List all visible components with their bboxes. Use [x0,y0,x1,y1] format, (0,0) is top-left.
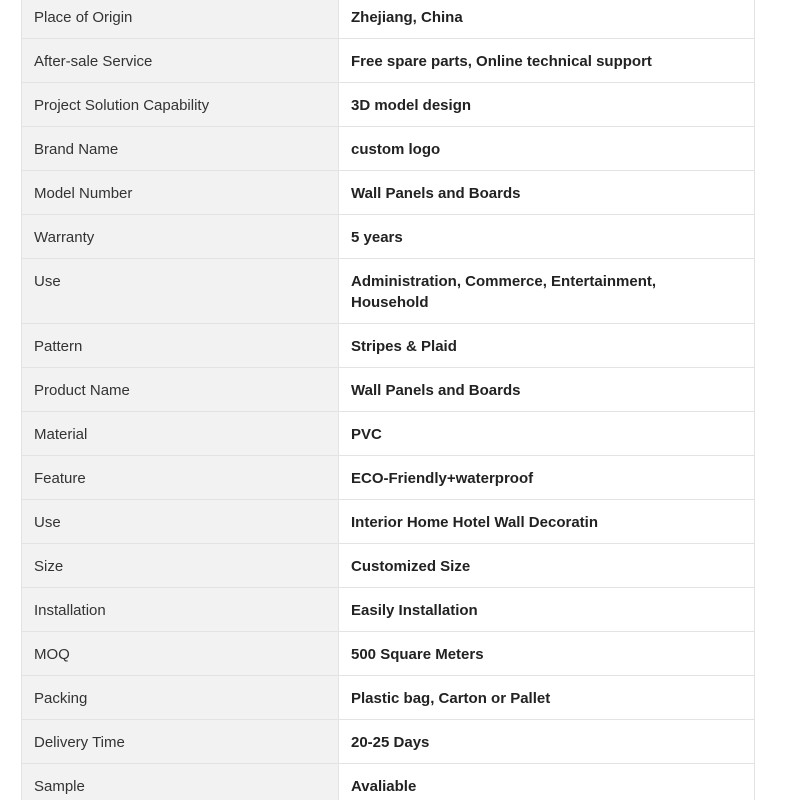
table-row [22,412,755,456]
spec-label: Use [22,259,339,324]
spec-value: Easily Installation [339,588,755,632]
spec-value: 20-25 Days [339,720,755,764]
table-row [22,39,755,83]
spec-label: Material [22,412,339,456]
table-row [22,632,755,676]
table-row [22,588,755,632]
table-row [22,324,755,368]
table-row [22,764,755,800]
spec-value: Zhejiang, China [339,0,755,39]
table-row [22,500,755,544]
spec-label: Model Number [22,171,339,215]
spec-value: 500 Square Meters [339,632,755,676]
spec-value: Wall Panels and Boards [339,368,755,412]
spec-value: Free spare parts, Online technical support [339,39,755,83]
table-row [22,0,755,39]
table-row [22,215,755,259]
table-row [22,259,755,324]
spec-value: Stripes & Plaid [339,324,755,368]
spec-value: 5 years [339,215,755,259]
spec-label: Product Name [22,368,339,412]
spec-value: Interior Home Hotel Wall Decoratin [339,500,755,544]
table-row [22,720,755,764]
spec-value: Wall Panels and Boards [339,171,755,215]
spec-value: custom logo [339,127,755,171]
spec-label: Packing [22,676,339,720]
table-row [22,127,755,171]
spec-value: Customized Size [339,544,755,588]
table-row [22,676,755,720]
product-spec-table [21,0,755,800]
table-row [22,544,755,588]
table-row [22,456,755,500]
spec-value: 3D model design [339,83,755,127]
spec-value: PVC [339,412,755,456]
spec-label: Installation [22,588,339,632]
spec-value: Administration, Commerce, Entertainment, Household [339,259,755,324]
spec-label: Sample [22,764,339,800]
spec-label: MOQ [22,632,339,676]
spec-label: Use [22,500,339,544]
spec-value: ECO-Friendly+waterproof [339,456,755,500]
spec-label: Delivery Time [22,720,339,764]
spec-label: Warranty [22,215,339,259]
spec-value: Avaliable [339,764,755,800]
spec-label: Place of Origin [22,0,339,39]
table-row [22,83,755,127]
spec-label: Project Solution Capability [22,83,339,127]
table-row [22,368,755,412]
spec-label: Brand Name [22,127,339,171]
spec-label: After-sale Service [22,39,339,83]
spec-value: Plastic bag, Carton or Pallet [339,676,755,720]
table-row [22,171,755,215]
spec-label: Size [22,544,339,588]
spec-label: Feature [22,456,339,500]
spec-label: Pattern [22,324,339,368]
